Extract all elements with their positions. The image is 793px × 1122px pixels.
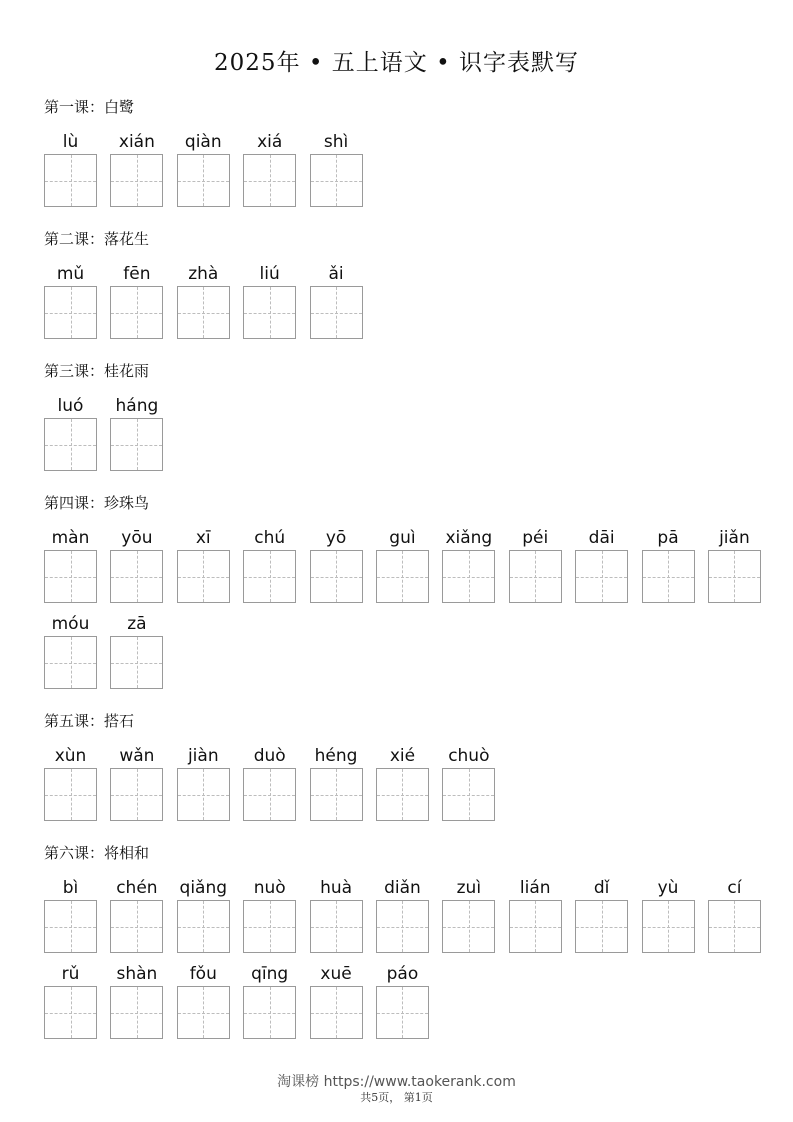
writing-grid-box[interactable] [442, 550, 495, 603]
writing-grid-box[interactable] [243, 768, 296, 821]
char-cell [376, 876, 429, 953]
pinyin-label: xiǎng [445, 528, 493, 548]
char-cell [575, 876, 628, 953]
char-cell [243, 876, 296, 953]
char-cell [243, 962, 296, 1039]
writing-grid-box[interactable] [708, 550, 761, 603]
writing-grid-box[interactable] [44, 900, 97, 953]
writing-grid-box[interactable] [310, 768, 363, 821]
writing-grid-box[interactable] [310, 154, 363, 207]
writing-grid-box[interactable] [177, 286, 230, 339]
pinyin-label: rǔ [61, 964, 80, 984]
char-cell [310, 130, 363, 207]
char-cell [442, 744, 495, 821]
char-cell [177, 962, 230, 1039]
char-cell [110, 394, 163, 471]
pinyin-label: qiǎng [179, 878, 228, 898]
writing-grid-box[interactable] [575, 550, 628, 603]
lesson-title: 第二课：落花生 [44, 230, 150, 248]
pinyin-label: luó [57, 396, 84, 416]
writing-grid-box[interactable] [575, 900, 628, 953]
char-cell [44, 394, 97, 471]
pinyin-label: bì [62, 878, 79, 898]
pinyin-label: yù [657, 878, 679, 898]
char-cell [642, 876, 695, 953]
lesson-title: 第三课：桂花雨 [44, 362, 150, 380]
writing-grid-box[interactable] [44, 550, 97, 603]
writing-grid-box[interactable] [442, 900, 495, 953]
writing-grid-box[interactable] [310, 900, 363, 953]
pinyin-label: cí [727, 878, 742, 898]
pinyin-label: wǎn [119, 746, 155, 766]
pinyin-label: páo [386, 964, 419, 984]
pinyin-label: jiàn [187, 746, 219, 766]
pinyin-label: héng [314, 746, 358, 766]
char-cell [310, 526, 363, 603]
char-cell [310, 744, 363, 821]
char-cell [44, 612, 97, 689]
char-cell [575, 526, 628, 603]
char-cell [110, 744, 163, 821]
writing-grid-box[interactable] [44, 418, 97, 471]
lesson-section [44, 361, 177, 471]
char-cell [442, 876, 495, 953]
char-cell [44, 526, 97, 603]
pinyin-label: xián [118, 132, 155, 152]
char-cell [310, 876, 363, 953]
char-cell [177, 526, 230, 603]
writing-grid-box[interactable] [110, 986, 163, 1039]
char-cell [44, 744, 97, 821]
lesson-section [44, 711, 509, 821]
pinyin-label: diǎn [384, 878, 421, 898]
char-cell [708, 526, 761, 603]
char-cell [110, 262, 163, 339]
char-row [44, 876, 774, 953]
char-cell [110, 526, 163, 603]
writing-grid-box[interactable] [376, 986, 429, 1039]
lesson-section [44, 493, 774, 689]
char-cell [44, 962, 97, 1039]
writing-grid-box[interactable] [376, 900, 429, 953]
pinyin-label: nuò [253, 878, 286, 898]
pinyin-label: dāi [588, 528, 615, 548]
char-cell [509, 526, 562, 603]
char-cell [177, 876, 230, 953]
writing-grid-box[interactable] [310, 286, 363, 339]
pinyin-label: qīng [251, 964, 289, 984]
char-cell [243, 262, 296, 339]
pinyin-label: zuì [456, 878, 482, 898]
lesson-title: 第六课：将相和 [44, 844, 150, 862]
writing-grid-box[interactable] [177, 986, 230, 1039]
char-cell [44, 130, 97, 207]
writing-grid-box[interactable] [110, 636, 163, 689]
writing-grid-box[interactable] [642, 550, 695, 603]
writing-grid-box[interactable] [376, 768, 429, 821]
lesson-section [44, 97, 376, 207]
char-cell [376, 962, 429, 1039]
pinyin-label: shàn [116, 964, 158, 984]
writing-grid-box[interactable] [110, 286, 163, 339]
pinyin-label: fēn [123, 264, 151, 284]
lesson-title: 第四课：珍珠鸟 [44, 494, 150, 512]
pinyin-label: chuò [448, 746, 490, 766]
writing-grid-box[interactable] [44, 154, 97, 207]
pinyin-label: chú [254, 528, 286, 548]
writing-grid-box[interactable] [110, 418, 163, 471]
writing-grid-box[interactable] [44, 286, 97, 339]
pinyin-label: zā [127, 614, 147, 634]
char-cell [376, 526, 429, 603]
char-cell [642, 526, 695, 603]
writing-grid-box[interactable] [110, 900, 163, 953]
writing-grid-box[interactable] [243, 550, 296, 603]
writing-grid-box[interactable] [177, 900, 230, 953]
char-cell [310, 262, 363, 339]
char-row [44, 962, 774, 1039]
char-cell [509, 876, 562, 953]
writing-grid-box[interactable] [442, 768, 495, 821]
pinyin-label: pā [657, 528, 679, 548]
char-cell [310, 962, 363, 1039]
char-cell [44, 262, 97, 339]
pinyin-label: móu [51, 614, 90, 634]
writing-grid-box[interactable] [44, 986, 97, 1039]
pinyin-label: qiàn [184, 132, 222, 152]
writing-grid-box[interactable] [243, 900, 296, 953]
writing-grid-box[interactable] [177, 154, 230, 207]
lesson-section [44, 229, 376, 339]
pinyin-label: zhà [188, 264, 219, 284]
pinyin-label: xié [389, 746, 416, 766]
pinyin-label: huà [320, 878, 353, 898]
writing-grid-box[interactable] [376, 550, 429, 603]
writing-grid-box[interactable] [177, 550, 230, 603]
pinyin-label: ǎi [328, 264, 344, 284]
char-cell [177, 262, 230, 339]
lesson-section [44, 843, 774, 1039]
char-row [44, 262, 376, 339]
page-title: 2025年 • 五上语文 • 识字表默写 [214, 50, 579, 76]
writing-grid-box[interactable] [642, 900, 695, 953]
writing-grid-box[interactable] [110, 154, 163, 207]
char-cell [708, 876, 761, 953]
pinyin-label: jiǎn [719, 528, 750, 548]
writing-grid-box[interactable] [310, 550, 363, 603]
writing-grid-box[interactable] [708, 900, 761, 953]
pinyin-label: màn [51, 528, 90, 548]
char-cell [110, 130, 163, 207]
pinyin-label: yōu [121, 528, 153, 548]
pinyin-label: lián [519, 878, 551, 898]
pinyin-label: xuē [320, 964, 352, 984]
char-row [44, 744, 509, 821]
pinyin-label: yō [325, 528, 347, 548]
char-cell [442, 526, 495, 603]
char-cell [177, 130, 230, 207]
char-row [44, 612, 774, 689]
char-cell [243, 744, 296, 821]
writing-grid-box[interactable] [110, 768, 163, 821]
char-cell [110, 962, 163, 1039]
pinyin-label: lù [62, 132, 79, 152]
pinyin-label: xùn [54, 746, 87, 766]
char-cell [376, 744, 429, 821]
char-cell [110, 612, 163, 689]
writing-grid-box[interactable] [509, 550, 562, 603]
char-cell [177, 744, 230, 821]
lesson-title: 第一课：白鹭 [44, 98, 135, 116]
writing-grid-box[interactable] [243, 986, 296, 1039]
writing-grid-box[interactable] [44, 768, 97, 821]
writing-grid-box[interactable] [177, 768, 230, 821]
writing-grid-box[interactable] [509, 900, 562, 953]
pinyin-label: dǐ [593, 878, 610, 898]
footer-site-link[interactable]: 淘课榜 https://www.taokerank.com [277, 1074, 516, 1090]
char-cell [243, 130, 296, 207]
writing-grid-box[interactable] [44, 636, 97, 689]
writing-grid-box[interactable] [310, 986, 363, 1039]
pinyin-label: háng [115, 396, 159, 416]
char-row [44, 526, 774, 603]
lesson-title: 第五课：搭石 [44, 712, 135, 730]
pinyin-label: xiá [257, 132, 283, 152]
char-row [44, 394, 177, 471]
writing-grid-box[interactable] [243, 286, 296, 339]
pinyin-label: duò [253, 746, 286, 766]
page-number: 共5页， 第1页 [360, 1091, 433, 1104]
char-cell [110, 876, 163, 953]
pinyin-label: mǔ [56, 264, 85, 284]
pinyin-label: guì [389, 528, 416, 548]
writing-grid-box[interactable] [243, 154, 296, 207]
char-cell [44, 876, 97, 953]
char-cell [243, 526, 296, 603]
pinyin-label: fǒu [189, 964, 217, 984]
char-row [44, 130, 376, 207]
pinyin-label: shì [323, 132, 349, 152]
pinyin-label: liú [259, 264, 280, 284]
pinyin-label: chén [116, 878, 158, 898]
writing-grid-box[interactable] [110, 550, 163, 603]
pinyin-label: xī [195, 528, 211, 548]
pinyin-label: péi [522, 528, 549, 548]
